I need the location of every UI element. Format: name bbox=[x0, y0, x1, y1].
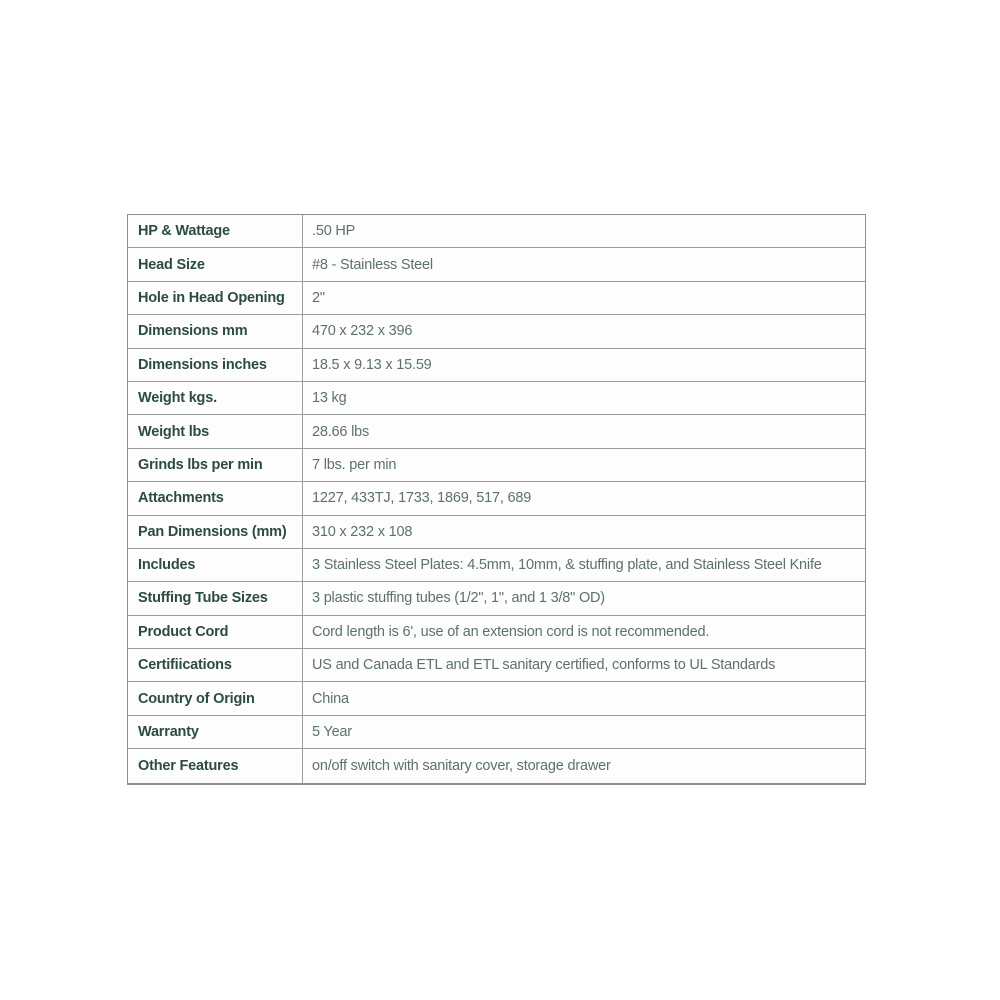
spec-label-cell: Pan Dimensions (mm) bbox=[128, 516, 303, 548]
spec-value-cell: #8 - Stainless Steel bbox=[312, 256, 433, 273]
spec-value-cell: 310 x 232 x 108 bbox=[312, 523, 413, 540]
spec-label-cell: HP & Wattage bbox=[128, 215, 303, 247]
spec-value-cell: 2" bbox=[312, 289, 325, 306]
spec-value-cell: 28.66 lbs bbox=[312, 423, 370, 440]
spec-value-cell: China bbox=[312, 690, 349, 707]
spec-value-cell: US and Canada ETL and ETL sanitary certified, conforms to UL Standards bbox=[312, 657, 776, 674]
spec-label-cell: Weight lbs bbox=[128, 415, 303, 447]
spec-table-row bbox=[128, 449, 865, 482]
spec-label-cell: Product Cord bbox=[128, 616, 303, 648]
spec-label-cell: Country of Origin bbox=[128, 682, 303, 714]
spec-value-cell: 5 Year bbox=[312, 724, 352, 741]
spec-table-row bbox=[128, 616, 865, 649]
spec-label-cell: Hole in Head Opening bbox=[128, 282, 303, 314]
spec-table-row bbox=[128, 282, 865, 315]
product-spec-table bbox=[127, 214, 866, 785]
spec-table-row bbox=[128, 248, 865, 281]
spec-value-cell: 470 x 232 x 396 bbox=[312, 323, 413, 340]
spec-value-cell: Cord length is 6', use of an extension cord is not recommended. bbox=[312, 623, 710, 640]
spec-value-cell: 18.5 x 9.13 x 15.59 bbox=[312, 356, 432, 373]
spec-table-row bbox=[128, 382, 865, 415]
spec-table-row bbox=[128, 315, 865, 348]
spec-table-row bbox=[128, 582, 865, 615]
spec-table-row bbox=[128, 516, 865, 549]
spec-table-row bbox=[128, 215, 865, 248]
spec-value-cell: 13 kg bbox=[312, 390, 347, 407]
spec-table-row bbox=[128, 349, 865, 382]
spec-value-cell: 3 plastic stuffing tubes (1/2", 1", and 1 3/8" OD) bbox=[312, 590, 605, 607]
spec-value-cell: 1227, 433TJ, 1733, 1869, 517, 689 bbox=[312, 490, 532, 507]
spec-value-cell: 7 lbs. per min bbox=[312, 456, 397, 473]
spec-label-cell: Grinds lbs per min bbox=[128, 449, 303, 481]
spec-label-cell: Dimensions inches bbox=[128, 349, 303, 381]
spec-label-cell: Warranty bbox=[128, 716, 303, 748]
spec-table-row bbox=[128, 716, 865, 749]
spec-label-cell: Stuffing Tube Sizes bbox=[128, 582, 303, 614]
spec-label-cell: Weight kgs. bbox=[128, 382, 303, 414]
spec-value-cell: 3 Stainless Steel Plates: 4.5mm, 10mm, & stuffing plate, and Stainless Steel Knife bbox=[312, 557, 822, 574]
spec-label-cell: Head Size bbox=[128, 248, 303, 280]
spec-table-row bbox=[128, 415, 865, 448]
spec-value-cell: .50 HP bbox=[312, 223, 356, 240]
spec-label-cell: Other Features bbox=[128, 749, 303, 782]
spec-table-row bbox=[128, 549, 865, 582]
spec-label-cell: Dimensions mm bbox=[128, 315, 303, 347]
spec-label-cell: Attachments bbox=[128, 482, 303, 514]
spec-label-cell: Includes bbox=[128, 549, 303, 581]
spec-table-row bbox=[128, 482, 865, 515]
spec-value-cell: on/off switch with sanitary cover, storage drawer bbox=[312, 757, 611, 774]
spec-table-row bbox=[128, 649, 865, 682]
spec-label-cell: Certifiications bbox=[128, 649, 303, 681]
spec-table-row bbox=[128, 682, 865, 715]
spec-table-row bbox=[128, 749, 865, 782]
